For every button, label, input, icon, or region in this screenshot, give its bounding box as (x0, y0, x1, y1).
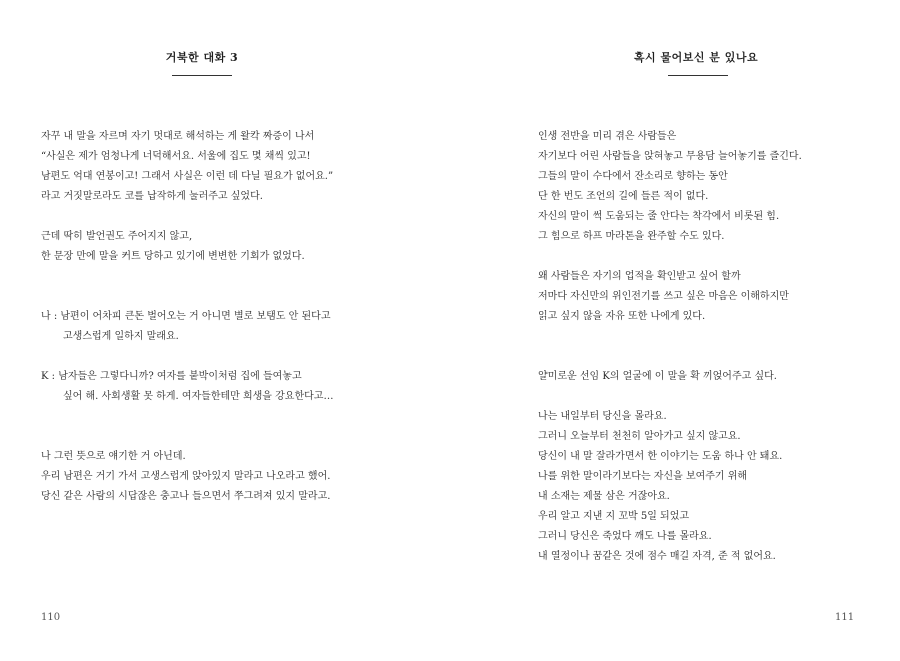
text-line: 나 그런 뜻으로 얘기한 거 아닌데. (41, 451, 186, 462)
text-line: 얄미로운 선임 K의 얼굴에 이 말을 확 끼얹어주고 싶다. (538, 371, 777, 382)
text-line: 자기보다 어린 사람들을 앉혀놓고 무용담 늘어놓기를 즐긴다. (538, 151, 802, 162)
text-line: 우리 남편은 거기 가서 고생스럽게 앉아있지 말라고 나오라고 했어. (41, 471, 331, 482)
paragraph-gap (41, 407, 333, 427)
text-line: 그들의 말이 수다에서 잔소리로 향하는 동안 (538, 171, 728, 182)
paragraph-gap (538, 327, 802, 347)
text-line: 인생 전반을 미리 겪은 사람들은 (538, 131, 677, 142)
text-line: 자신의 말이 썩 도움되는 줄 안다는 착각에서 비롯된 힘. (538, 211, 780, 222)
text-line: 나 : 남편이 어차피 큰돈 벌어오는 거 아니면 별로 보탬도 안 된다고 (41, 311, 331, 322)
chapter-title-left: 거북한 대화 3 (165, 51, 239, 64)
chapter-title-right: 혹시 물어보신 분 있나요 (633, 51, 759, 64)
paragraph-gap (41, 427, 333, 447)
text-line: 그 힘으로 하프 마라톤을 완주할 수도 있다. (538, 231, 725, 242)
text-line: 남편도 억대 연봉이고! 그래서 사실은 이런 데 다닐 필요가 없어요.” (41, 171, 334, 182)
text-line: 내 소재는 제물 삼은 거잖아요. (538, 491, 670, 502)
title-underline-right (668, 75, 728, 76)
text-line: 당신이 내 말 잘라가면서 한 이야기는 도움 하나 안 돼요. (538, 451, 783, 462)
text-line: 나를 위한 말이라기보다는 자신을 보여주기 위해 (538, 471, 748, 482)
text-line: K : 남자들은 그렇다니까? 여자를 붙박이처럼 집에 들여놓고 (41, 371, 302, 382)
text-line: 내 열정이나 꿈같은 것에 점수 매길 자격, 준 적 없어요. (538, 551, 776, 562)
text-line: 라고 거짓말로라도 코를 납작하게 눌러주고 싶었다. (41, 191, 263, 202)
right-page (450, 0, 900, 661)
page-number-right: 111 (835, 612, 855, 623)
paragraph-gap (538, 347, 802, 367)
title-underline-left (172, 75, 232, 76)
body-text-left (41, 127, 333, 507)
text-line: 단 한 번도 조언의 길에 들른 적이 없다. (538, 191, 709, 202)
text-line: 그러니 오늘부터 천천히 알아가고 싶지 않고요. (538, 431, 741, 442)
text-line: 한 문장 만에 말을 커트 당하고 있기에 변변한 기회가 없었다. (41, 251, 305, 262)
paragraph-gap (41, 287, 333, 307)
text-line: 자꾸 내 말을 자르며 자기 멋대로 해석하는 게 왈칵 짜증이 나서 (41, 131, 315, 142)
text-line: 근데 딱히 발언권도 주어지지 않고, (41, 231, 193, 242)
text-line: 저마다 자신만의 위인전기를 쓰고 싶은 마음은 이해하지만 (538, 291, 789, 302)
page-number-left: 110 (41, 612, 61, 623)
text-line: 왜 사람들은 자기의 업적을 확인받고 싶어 할까 (538, 271, 741, 282)
paragraph-gap (538, 387, 802, 407)
text-line: 그러니 당신은 죽었다 깨도 나를 몰라요. (538, 531, 712, 542)
paragraph-gap (538, 247, 802, 267)
text-line: 고생스럽게 일하지 말래요. (63, 331, 179, 342)
text-line: 싶어 해. 사회생활 못 하게. 여자들한테만 희생을 강요한다고… (63, 391, 334, 402)
paragraph-gap (41, 347, 333, 367)
body-text-right (538, 127, 802, 567)
text-line: 당신 같은 사람의 시답잖은 충고나 들으면서 쭈그려져 있지 말라고. (41, 491, 331, 502)
text-line: 나는 내일부터 당신을 몰라요. (538, 411, 667, 422)
paragraph-gap (41, 267, 333, 287)
text-line: 읽고 싶지 않을 자유 또한 나에게 있다. (538, 311, 706, 322)
text-line: 우리 알고 지낸 지 꼬박 5일 되었고 (538, 511, 690, 522)
text-line: “사실은 제가 엄청나게 너덕해서요. 서울에 집도 몇 채씩 있고! (41, 151, 311, 162)
paragraph-gap (41, 207, 333, 227)
